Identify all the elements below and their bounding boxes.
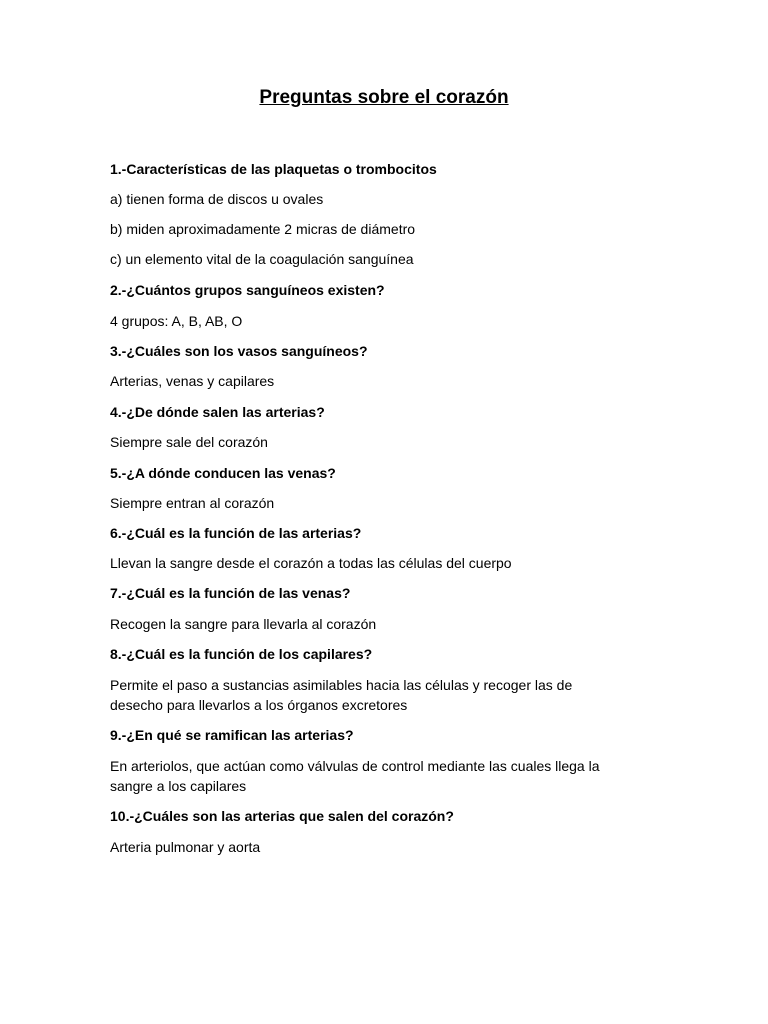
question-7: 7.-¿Cuál es la función de las venas? (110, 585, 351, 601)
answer-1c: c) un elemento vital de la coagulación sanguínea (110, 251, 414, 267)
page-title: Preguntas sobre el corazón (259, 87, 509, 108)
answer-8-line-1: Permite el paso a sustancias asimilables hacia las células y recoger las de (110, 677, 573, 693)
answer-9-line-1: En arteriolos, que actúan como válvulas de control mediante las cuales llega la (110, 758, 600, 774)
question-4: 4.-¿De dónde salen las arterias? (110, 404, 325, 420)
question-9: 9.-¿En qué se ramifican las arterias? (110, 727, 354, 743)
questions-list (110, 159, 650, 857)
question-6: 6.-¿Cuál es la función de las arterias? (110, 525, 362, 541)
answer-3: Arterias, venas y capilares (110, 373, 275, 389)
question-3: 3.-¿Cuáles son los vasos sanguíneos? (110, 343, 368, 359)
question-10: 10.-¿Cuáles son las arterias que salen del corazón? (110, 808, 454, 824)
answer-6: Llevan la sangre desde el corazón a todas las células del cuerpo (110, 555, 512, 571)
answer-7: Recogen la sangre para llevarla al corazón (110, 616, 377, 632)
question-1: 1.-Características de las plaquetas o trombocitos (110, 161, 437, 177)
answer-10: Arteria pulmonar y aorta (110, 839, 261, 855)
answer-8-line-2: desecho para llevarlos a los órganos excretores (110, 697, 408, 713)
question-8: 8.-¿Cuál es la función de los capilares? (110, 646, 373, 662)
answer-5: Siempre entran al corazón (110, 495, 275, 511)
question-5: 5.-¿A dónde conducen las venas? (110, 465, 336, 481)
answer-4: Siempre sale del corazón (110, 434, 268, 450)
answer-2: 4 grupos: A, B, AB, O (110, 313, 243, 329)
answer-1a: a) tienen forma de discos u ovales (110, 191, 324, 207)
answer-1b: b) miden aproximadamente 2 micras de diámetro (110, 221, 416, 237)
answer-9-line-2: sangre a los capilares (110, 778, 247, 794)
question-2: 2.-¿Cuántos grupos sanguíneos existen? (110, 282, 385, 298)
